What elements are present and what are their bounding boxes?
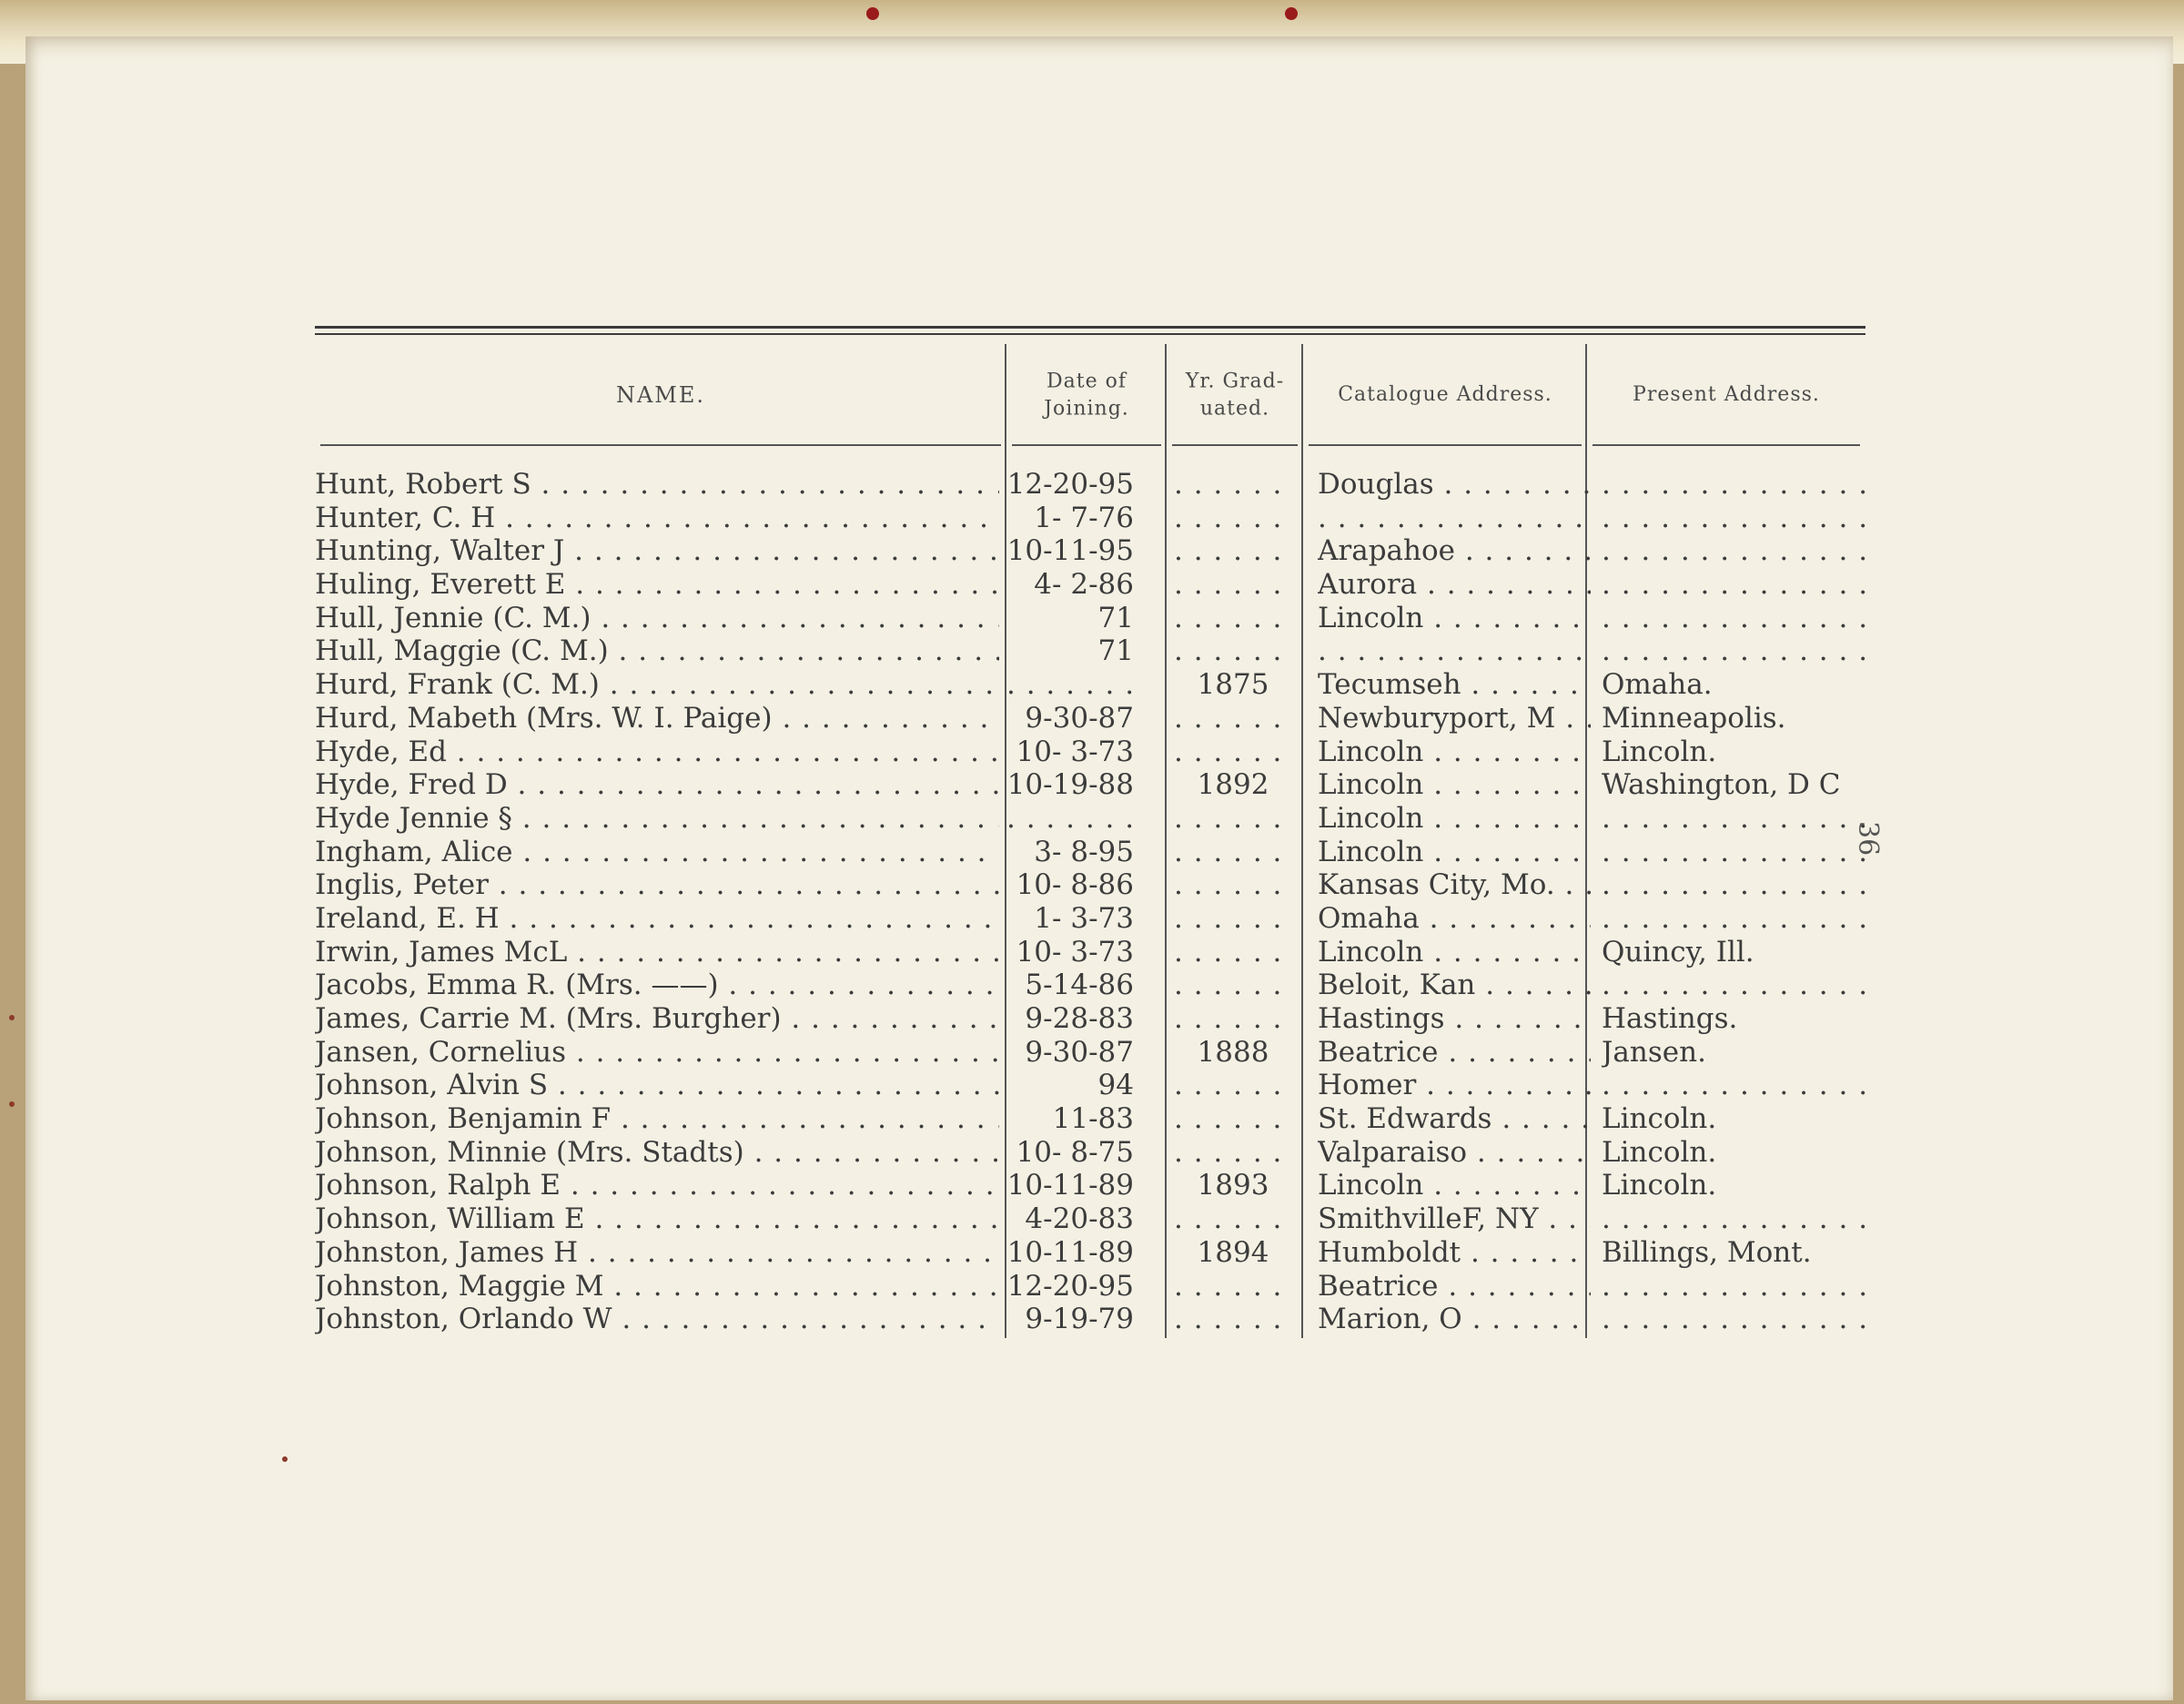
cell-pres: Lincoln.	[1602, 735, 1717, 768]
cell-pres: Lincoln.	[1602, 1135, 1717, 1169]
cell-yr	[1174, 1069, 1292, 1102]
cell-pres	[1602, 802, 1866, 836]
cell-date: 10-11-95	[1006, 534, 1134, 568]
cell-pres	[1602, 902, 1866, 936]
header-date	[1006, 344, 1167, 446]
table-row	[315, 969, 1866, 1002]
cell-yr	[1174, 1136, 1292, 1170]
cell-name: Ireland, E. H . . .	[315, 902, 999, 936]
cell-pres: Billings, Mont.	[1602, 1235, 1812, 1269]
cell-pres: Washington, D C	[1602, 768, 1841, 802]
edge-mark	[9, 1015, 15, 1020]
header-yr-line1: Yr. Grad-	[1185, 370, 1285, 393]
header-catalogue-label: Catalogue Address.	[1338, 383, 1552, 407]
header-underline	[1172, 444, 1298, 446]
member-table-body	[315, 468, 1866, 1336]
cell-pres: Omaha.	[1602, 668, 1713, 702]
cell-name: Huling, Everett E . . .	[315, 568, 999, 602]
header-name	[315, 344, 1006, 446]
cell-yr	[1174, 534, 1292, 568]
cell-name: Hyde, Fred D . . .	[315, 768, 999, 802]
cell-pres	[1602, 1069, 1866, 1102]
top-rule-thin	[315, 333, 1866, 335]
cell-pres	[1602, 868, 1866, 902]
table-row	[315, 768, 1866, 802]
cell-yr	[1174, 634, 1292, 668]
cell-name: Johnson, Alvin S . . .	[315, 1069, 999, 1102]
cell-pres	[1602, 634, 1866, 668]
cell-pres	[1602, 1303, 1866, 1336]
cell-yr	[1174, 1303, 1292, 1336]
cell-name: James, Carrie M. (Mrs. Burgher) . . .	[315, 1002, 999, 1036]
table-row	[315, 1270, 1866, 1303]
cell-date: 12-20-95	[1006, 468, 1134, 501]
cell-pres: Jansen.	[1602, 1035, 1706, 1069]
cell-name: Hull, Maggie (C. M.) . . .	[315, 634, 999, 668]
cell-pres	[1602, 502, 1866, 535]
cell-yr	[1174, 802, 1292, 836]
header-present-label: Present Address.	[1633, 383, 1820, 407]
header-underline	[320, 444, 1001, 446]
cell-pres: Lincoln.	[1602, 1102, 1717, 1136]
cell-date	[1006, 668, 1134, 702]
cell-name: Hunting, Walter J . . .	[315, 534, 999, 568]
table-row	[315, 868, 1866, 902]
table-row	[315, 1069, 1866, 1102]
header-underline	[1012, 444, 1161, 446]
cell-date	[1006, 802, 1134, 836]
cell-yr	[1174, 702, 1292, 735]
cell-cat: Lincoln . . .	[1318, 602, 1591, 635]
cell-name: Ingham, Alice . . .	[315, 836, 999, 869]
cell-cat: Lincoln . . .	[1318, 802, 1591, 836]
cell-name: Hunter, C. H . . .	[315, 502, 999, 535]
cell-yr	[1174, 568, 1292, 602]
cell-yr: 1894	[1197, 1235, 1269, 1269]
table-row	[315, 936, 1866, 969]
cell-date: 1- 7-76	[1034, 501, 1134, 534]
cell-date: 3- 8-95	[1034, 835, 1134, 868]
cell-date: 5-14-86	[1025, 969, 1134, 1002]
cell-name: Johnston, James H . . .	[315, 1236, 999, 1270]
cell-yr: 1875	[1197, 668, 1269, 702]
cell-name: Johnston, Maggie M . . .	[315, 1270, 999, 1303]
cell-date: 11-83	[1052, 1102, 1134, 1136]
cell-cat: Lincoln . . .	[1318, 936, 1591, 969]
cell-name: Hurd, Frank (C. M.) . . .	[315, 668, 999, 702]
cell-pres: Minneapolis.	[1602, 701, 1786, 735]
table-row	[315, 1236, 1866, 1270]
cell-pres	[1602, 969, 1866, 1002]
binding-stitch	[1285, 7, 1298, 20]
cell-cat: Humboldt . . .	[1318, 1236, 1591, 1270]
cell-name: Jansen, Cornelius . . .	[315, 1036, 999, 1070]
cell-yr	[1174, 868, 1292, 902]
cell-yr	[1174, 936, 1292, 969]
table-row	[315, 1136, 1866, 1170]
cell-cat: Tecumseh . . .	[1318, 668, 1591, 702]
header-yr	[1167, 344, 1303, 446]
cell-name: Johnson, Minnie (Mrs. Stadts) . . .	[315, 1136, 999, 1170]
cell-name: Hyde, Ed . . .	[315, 735, 999, 769]
table-row	[315, 602, 1866, 635]
table-row	[315, 568, 1866, 602]
cell-yr	[1174, 468, 1292, 502]
cell-yr	[1174, 1002, 1292, 1036]
cell-pres: Lincoln.	[1602, 1169, 1717, 1202]
cell-date: 10- 3-73	[1016, 935, 1134, 969]
cell-name: Irwin, James McL . . .	[315, 936, 999, 969]
table-row	[315, 534, 1866, 568]
cell-yr	[1174, 902, 1292, 936]
cell-cat: Beatrice . . .	[1318, 1036, 1591, 1070]
cell-cat: Hastings . . .	[1318, 1002, 1591, 1036]
cell-date: 10-19-88	[1006, 768, 1134, 802]
header-yr-line2: uated.	[1199, 397, 1270, 420]
table-row	[315, 634, 1866, 668]
header-date-line1: Date of	[1046, 370, 1127, 393]
header-name-label: NAME.	[615, 381, 706, 408]
cell-date: 10- 3-73	[1016, 735, 1134, 768]
cell-name: Johnson, William E . . .	[315, 1202, 999, 1236]
cell-cat: Valparaiso . . .	[1318, 1136, 1591, 1170]
header-catalogue	[1303, 344, 1587, 446]
table-row	[315, 1202, 1866, 1236]
cell-cat: Lincoln . . .	[1318, 768, 1591, 802]
cell-cat: Marion, O . . .	[1318, 1303, 1591, 1336]
header-present	[1587, 344, 1866, 446]
cell-cat	[1318, 502, 1591, 535]
cell-date: 9-30-87	[1025, 1035, 1134, 1069]
header-underline	[1309, 444, 1582, 446]
cell-date: 9-28-83	[1025, 1002, 1134, 1035]
table-row	[315, 802, 1866, 836]
cell-yr	[1174, 502, 1292, 535]
cell-cat: Aurora . . .	[1318, 568, 1591, 602]
cell-date: 10- 8-75	[1016, 1135, 1134, 1169]
cell-yr	[1174, 735, 1292, 769]
cell-cat: Homer . . .	[1318, 1069, 1591, 1102]
cell-yr	[1174, 1270, 1292, 1303]
cell-cat: Omaha . . .	[1318, 902, 1591, 936]
header-underline	[1592, 444, 1860, 446]
table-row	[315, 1169, 1866, 1202]
cell-date: 9-19-79	[1025, 1303, 1134, 1336]
cell-name: Hyde Jennie § . . .	[315, 802, 999, 836]
cell-pres: Quincy, Ill.	[1602, 935, 1754, 969]
cell-yr	[1174, 969, 1292, 1002]
cell-cat: Beatrice . . .	[1318, 1270, 1591, 1303]
cell-pres: Hastings.	[1602, 1002, 1738, 1035]
table-row	[315, 735, 1866, 769]
top-rule	[315, 326, 1866, 329]
cell-cat: Lincoln . . .	[1318, 1169, 1591, 1202]
cell-date: 12-20-95	[1006, 1269, 1134, 1303]
cell-cat	[1318, 634, 1591, 668]
table-row	[315, 836, 1866, 869]
cell-date: 10-11-89	[1006, 1235, 1134, 1269]
page-number: 36	[1852, 821, 1884, 857]
cell-yr	[1174, 836, 1292, 869]
cell-date: 10- 8-86	[1016, 868, 1134, 902]
cell-name: Johnson, Benjamin F . . .	[315, 1102, 999, 1136]
table-row	[315, 468, 1866, 502]
cell-pres	[1602, 836, 1866, 869]
cell-pres	[1602, 468, 1866, 502]
table-row	[315, 1036, 1866, 1070]
cell-date: 71	[1097, 634, 1134, 668]
cell-date: 4-20-83	[1025, 1202, 1134, 1236]
table-row	[315, 1102, 1866, 1136]
cell-date: 1- 3-73	[1034, 901, 1134, 935]
edge-mark	[282, 1456, 288, 1462]
cell-yr	[1174, 1202, 1292, 1236]
cell-pres	[1602, 1270, 1866, 1303]
table-row	[315, 1002, 1866, 1036]
cell-name: Jacobs, Emma R. (Mrs. ——) . . .	[315, 969, 999, 1002]
binding-stitch	[866, 7, 879, 20]
cell-cat: SmithvilleF, NY . . .	[1318, 1202, 1591, 1236]
cell-name: Hunt, Robert S . . .	[315, 468, 999, 502]
cell-pres	[1602, 1202, 1866, 1236]
cell-cat: Lincoln . . .	[1318, 836, 1591, 869]
table-row	[315, 502, 1866, 535]
cell-date: 10-11-89	[1006, 1169, 1134, 1202]
cell-date: 71	[1097, 601, 1134, 634]
cell-cat: Beloit, Kan . . .	[1318, 969, 1591, 1002]
table-row	[315, 902, 1866, 936]
cell-date: 4- 2-86	[1034, 568, 1134, 602]
cell-yr: 1893	[1197, 1169, 1269, 1202]
cell-pres	[1602, 568, 1866, 602]
cell-name: Johnston, Orlando W . . .	[315, 1303, 999, 1336]
cell-date: 9-30-87	[1025, 701, 1134, 735]
edge-mark	[9, 1101, 15, 1107]
cell-cat: Douglas . . .	[1318, 468, 1591, 502]
cell-name: Johnson, Ralph E . . .	[315, 1169, 999, 1202]
cell-yr	[1174, 602, 1292, 635]
cell-cat: Newburyport, M . . .	[1318, 702, 1591, 735]
cell-yr: 1892	[1197, 768, 1269, 802]
cell-cat: Lincoln . . .	[1318, 735, 1591, 769]
table-row	[315, 668, 1866, 702]
cell-pres	[1602, 602, 1866, 635]
header-date-line2: Joining.	[1044, 397, 1129, 420]
cell-date: 94	[1097, 1069, 1134, 1102]
cell-cat: Kansas City, Mo. . . .	[1318, 868, 1591, 902]
table-row	[315, 1303, 1866, 1336]
cell-cat: St. Edwards . . .	[1318, 1102, 1591, 1136]
cell-name: Inglis, Peter . . .	[315, 868, 999, 902]
cell-yr: 1888	[1197, 1035, 1269, 1069]
table-row	[315, 702, 1866, 735]
cell-pres	[1602, 534, 1866, 568]
cell-name: Hurd, Mabeth (Mrs. W. I. Paige) . . .	[315, 702, 999, 735]
cell-cat: Arapahoe . . .	[1318, 534, 1591, 568]
cell-name: Hull, Jennie (C. M.) . . .	[315, 602, 999, 635]
cell-yr	[1174, 1102, 1292, 1136]
